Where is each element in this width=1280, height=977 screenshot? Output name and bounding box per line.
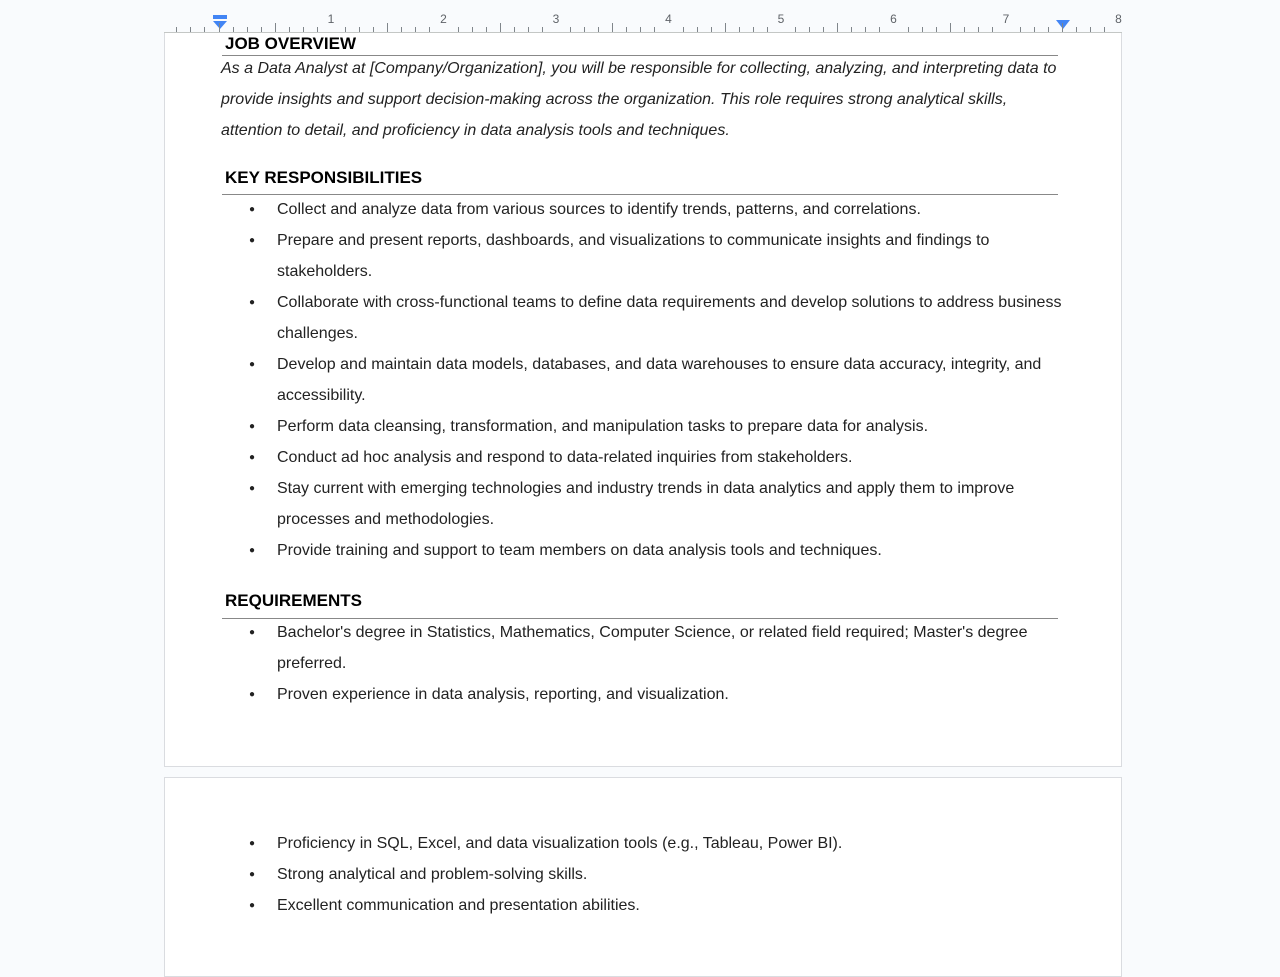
ruler-number: 7 (1002, 12, 1010, 26)
ruler-tick (865, 27, 866, 32)
ruler-tick (387, 23, 388, 32)
ruler-tick (879, 27, 880, 32)
list-item: ● Collaborate with cross-functional teams to define data requirements and develop solutions to address business challenges. (249, 287, 1069, 349)
ruler-tick (697, 27, 698, 32)
requirements-list (249, 617, 1069, 710)
ruler-tick (1104, 27, 1105, 32)
ruler-tick (303, 27, 304, 32)
requirements-list-continued (249, 828, 1069, 921)
ruler-tick (683, 27, 684, 32)
list-item: ● Stay current with emerging technologies and industry trends in data analytics and apply them to improve processes and methodologies. (249, 473, 1069, 535)
ruler-tick (190, 27, 191, 32)
ruler-tick (528, 27, 529, 32)
ruler-tick (837, 23, 838, 32)
ruler-tick (767, 27, 768, 32)
ruler-tick (458, 27, 459, 32)
ruler-tick (500, 23, 501, 32)
ruler-number: 1 (327, 12, 335, 26)
ruler-tick (851, 27, 852, 32)
list-item: ● Perform data cleansing, transformation, and manipulation tasks to prepare data for analysis. (249, 411, 1069, 442)
list-item: ● Prepare and present reports, dashboards, and visualizations to communicate insights and findings to stakeholders. (249, 225, 1069, 287)
ruler-tick (247, 27, 248, 32)
left-indent-marker-icon[interactable] (213, 15, 227, 29)
ruler-tick (809, 27, 810, 32)
ruler-tick (1076, 27, 1077, 32)
ruler-tick (472, 27, 473, 32)
ruler-tick (486, 27, 487, 32)
ruler-tick (936, 27, 937, 32)
ruler-tick (908, 27, 909, 32)
requirements-heading: REQUIREMENTS (225, 591, 362, 610)
ruler-tick (289, 27, 290, 32)
list-item: ● Develop and maintain data models, databases, and data warehouses to ensure data accuracy, integrity, and accessibility. (249, 349, 1069, 411)
list-item: ● Strong analytical and problem-solving skills. (249, 859, 1069, 890)
ruler-tick (415, 27, 416, 32)
list-item: ● Excellent communication and presentation abilities. (249, 890, 1069, 921)
ruler-number: 5 (777, 12, 785, 26)
ruler-tick (570, 27, 571, 32)
ruler-tick (261, 27, 262, 32)
ruler-tick (233, 27, 234, 32)
ruler-tick (640, 27, 641, 32)
ruler-tick (429, 27, 430, 32)
list-item: ● Collect and analyze data from various sources to identify trends, patterns, and correlations. (249, 194, 1069, 225)
responsibilities-heading: KEY RESPONSIBILITIES (225, 168, 423, 187)
ruler-tick (753, 27, 754, 32)
ruler-tick (176, 27, 177, 32)
ruler-number: 2 (440, 12, 447, 26)
ruler-tick (1020, 27, 1021, 32)
ruler-tick (1090, 27, 1091, 32)
ruler-tick (823, 27, 824, 32)
horizontal-ruler[interactable] (0, 0, 1280, 33)
ruler-tick (204, 27, 205, 32)
ruler-number: 4 (665, 12, 672, 26)
ruler-tick (514, 27, 515, 32)
ruler-number: 6 (890, 12, 897, 26)
ruler-tick (275, 23, 276, 32)
ruler-tick (978, 27, 979, 32)
ruler-tick (654, 27, 655, 32)
ruler-tick (219, 23, 220, 32)
ruler-tick (373, 27, 374, 32)
ruler-tick (359, 27, 360, 32)
list-item: ● Provide training and support to team members on data analysis tools and techniques. (249, 535, 1069, 566)
list-item: ● Conduct ad hoc analysis and respond to data-related inquiries from stakeholders. (249, 442, 1069, 473)
ruler-tick (542, 27, 543, 32)
ruler-tick (317, 27, 318, 32)
ruler-tick (711, 27, 712, 32)
ruler-tick (964, 27, 965, 32)
ruler-number: 3 (552, 12, 560, 26)
ruler-tick (739, 27, 740, 32)
ruler-tick (725, 23, 726, 32)
ruler-baseline (164, 32, 1122, 33)
ruler-tick (1034, 27, 1035, 32)
responsibilities-list (249, 194, 1069, 566)
ruler-tick (401, 27, 402, 32)
ruler-tick (1048, 27, 1049, 32)
ruler-tick (950, 23, 951, 32)
list-item: ● Proven experience in data analysis, reporting, and visualization. (249, 679, 1069, 710)
list-item: ● Bachelor's degree in Statistics, Mathematics, Computer Science, or related field required; Master's degree preferred. (249, 617, 1069, 679)
job-overview-heading: JOB OVERVIEW (225, 34, 356, 53)
ruler-tick (795, 27, 796, 32)
ruler-tick (922, 27, 923, 32)
list-item: ● Proficiency in SQL, Excel, and data visualization tools (e.g., Tableau, Power BI). (249, 828, 1069, 859)
ruler-tick (345, 27, 346, 32)
ruler-tick (992, 27, 993, 32)
ruler-tick (598, 27, 599, 32)
ruler-tick (584, 27, 585, 32)
job-overview-text: As a Data Analyst at [Company/Organization], you will be responsible for collecting, analyzing, and interpreting data to provide insights and support decision-making across the organization. This role requires strong analytical skills, attention to detail, and proficiency in data analysis tools and techniques. (221, 60, 1057, 139)
ruler-tick (626, 27, 627, 32)
ruler-number: 8 (1115, 12, 1122, 26)
ruler-tick (612, 23, 613, 32)
ruler-tick (1062, 23, 1063, 32)
